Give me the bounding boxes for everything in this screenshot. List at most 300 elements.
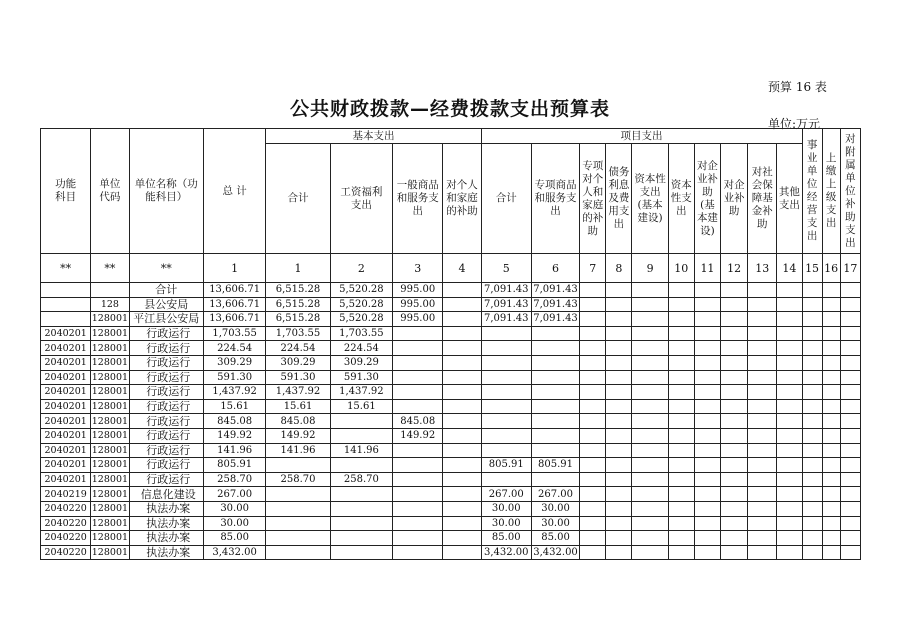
cell-unit-name: 行政运行 [129,472,203,487]
cell-amount [531,341,579,356]
cell-amount [777,458,802,473]
cell-amount: 995.00 [393,312,443,327]
cell-amount: 224.54 [266,341,330,356]
cell-unit-code: 128001 [91,357,129,369]
cell-unit-name: 执法办案 [129,501,203,516]
header-unit-code: 单位代码 [91,129,129,254]
cell-amount [840,487,860,502]
cell-amount [694,355,720,370]
cell-amount [668,312,694,327]
cell-func-code: 2040201 [41,428,91,443]
cell-amount [266,458,330,473]
cell-amount [822,472,840,487]
header-project-social-security: 对社会保障基金补助 [748,144,777,254]
cell-amount [580,516,606,531]
cell-amount [330,501,392,516]
cell-amount [606,312,632,327]
cell-amount [802,399,822,414]
cell-amount: 141.96 [266,443,330,458]
unit-label: 单位:万元 [768,117,821,131]
cell-func-code: 2040220 [41,531,91,546]
cell-amount [330,545,392,560]
cell-amount [330,487,392,502]
cell-amount [580,428,606,443]
cell-amount [443,458,481,473]
cell-amount [748,341,777,356]
cell-amount [606,355,632,370]
cell-amount [443,487,481,502]
cell-amount [393,399,443,414]
header-basic-personal: 对个人和家庭的补助 [443,144,481,254]
cell-func-code [41,312,91,327]
cell-amount [694,472,720,487]
cell-amount [580,312,606,327]
cell-amount [632,341,668,356]
cell-amount [721,428,748,443]
cell-amount [606,326,632,341]
cell-amount [694,341,720,356]
cell-amount: 141.96 [330,443,392,458]
cell-amount [822,428,840,443]
cell-amount [777,531,802,546]
column-number: 1 [266,254,330,283]
table-row [41,355,861,370]
cell-amount [606,501,632,516]
cell-unit-code: 128001 [91,342,129,354]
cell-func-code: 2040201 [41,341,91,356]
cell-amount: 224.54 [203,341,265,356]
cell-amount [840,297,860,312]
cell-amount [777,283,802,298]
cell-amount [748,458,777,473]
cell-amount [668,326,694,341]
cell-amount: 845.08 [393,414,443,429]
cell-amount: 845.08 [203,414,265,429]
cell-amount [840,385,860,400]
cell-amount [802,355,822,370]
cell-amount: 7,091.43 [533,298,578,310]
cell-amount [802,385,822,400]
cell-amount [721,370,748,385]
header-basic-total: 合计 [266,144,330,254]
cell-amount [777,355,802,370]
cell-amount: 1,703.55 [330,326,392,341]
header-project-enterprise-construction: 对企业补助(基本建设) [694,144,720,254]
cell-amount [840,414,860,429]
cell-amount [580,458,606,473]
cell-amount [694,487,720,502]
cell-amount [266,531,330,546]
cell-amount: 805.91 [203,458,265,473]
cell-amount [443,370,481,385]
cell-amount [721,341,748,356]
budget-rows [41,283,861,560]
cell-amount: 7,091.43 [481,312,531,327]
cell-amount [393,326,443,341]
cell-amount: 267.00 [481,487,531,502]
cell-amount [694,501,720,516]
cell-amount [330,516,392,531]
table-row [41,516,861,531]
cell-amount [802,428,822,443]
cell-amount [822,355,840,370]
cell-amount: 1,703.55 [266,326,330,341]
table-row [41,501,861,516]
cell-amount: 591.30 [266,370,330,385]
cell-unit-code: 128001 [91,503,129,515]
cell-amount [606,414,632,429]
cell-amount: 13,606.71 [203,312,265,327]
cell-amount [580,443,606,458]
column-number: 15 [802,254,822,283]
cell-amount: 258.70 [330,472,392,487]
column-number: ** [91,254,129,283]
cell-amount: 85.00 [531,531,579,546]
cell-amount [481,370,531,385]
cell-unit-code: 128001 [91,459,129,471]
cell-unit-code: 128001 [91,430,129,442]
cell-amount [748,428,777,443]
cell-amount: 267.00 [203,487,265,502]
cell-amount [777,472,802,487]
table-row [41,283,861,298]
cell-amount [393,531,443,546]
cell-amount: 7,091.43 [481,297,531,312]
cell-amount: 3,432.00 [203,545,265,560]
cell-amount [748,399,777,414]
cell-unit-code: 128001 [91,386,129,398]
table-row [41,312,861,327]
cell-amount [531,326,579,341]
cell-amount [580,472,606,487]
column-number: 6 [531,254,579,283]
cell-amount [580,326,606,341]
cell-amount [606,428,632,443]
cell-amount [531,443,579,458]
cell-amount [721,487,748,502]
cell-amount [748,370,777,385]
cell-amount [822,399,840,414]
cell-amount [721,472,748,487]
cell-amount: 13,606.71 [203,283,265,298]
cell-amount: 805.91 [531,458,579,473]
cell-amount: 309.29 [330,355,392,370]
table-row [41,472,861,487]
cell-amount [748,355,777,370]
cell-amount [748,312,777,327]
cell-amount [840,428,860,443]
cell-amount [748,531,777,546]
cell-amount: 309.29 [203,355,265,370]
cell-amount: 7,091.43 [481,283,531,298]
cell-unit-code: 128001 [91,401,129,413]
column-number-row [41,254,861,283]
cell-func-code [41,297,91,312]
cell-amount [443,545,481,560]
cell-unit-name: 行政运行 [129,458,203,473]
cell-amount: 224.54 [330,341,392,356]
cell-amount [443,516,481,531]
cell-func-code: 2040201 [41,370,91,385]
cell-amount [668,487,694,502]
cell-amount: 5,520.28 [330,297,392,312]
cell-amount [606,283,632,298]
column-number: 14 [777,254,802,283]
cell-amount: 30.00 [203,516,265,531]
cell-amount [822,312,840,327]
cell-amount [393,370,443,385]
cell-amount [802,297,822,312]
cell-amount [393,355,443,370]
cell-func-code [41,283,91,298]
cell-amount: 6,515.28 [266,297,330,312]
cell-amount [802,414,822,429]
cell-amount [840,458,860,473]
cell-amount [443,443,481,458]
cell-amount [748,545,777,560]
cell-amount: 30.00 [531,516,579,531]
cell-unit-name: 行政运行 [129,370,203,385]
cell-amount [632,458,668,473]
cell-func-code: 2040201 [41,326,91,341]
cell-amount [822,283,840,298]
cell-amount [632,428,668,443]
cell-amount [481,355,531,370]
cell-amount [840,312,860,327]
cell-amount [668,283,694,298]
cell-amount [443,283,481,298]
cell-amount [580,385,606,400]
cell-amount [632,283,668,298]
cell-func-code: 2040201 [41,414,91,429]
cell-amount: 1,703.55 [203,326,265,341]
cell-amount [721,531,748,546]
cell-amount: 5,520.28 [330,283,392,298]
cell-unit-code: 128001 [91,517,129,529]
cell-amount [632,545,668,560]
cell-amount [840,545,860,560]
cell-amount [694,516,720,531]
cell-amount [443,531,481,546]
cell-unit-name: 行政运行 [129,341,203,356]
cell-amount [748,283,777,298]
cell-amount [632,385,668,400]
cell-func-code: 2040201 [41,458,91,473]
cell-unit-code: 128001 [91,532,129,544]
cell-amount: 5,520.28 [330,312,392,327]
column-number: 8 [606,254,632,283]
cell-amount [481,414,531,429]
cell-amount [802,312,822,327]
cell-amount [481,472,531,487]
cell-amount: 258.70 [203,472,265,487]
header-project-enterprise: 对企业补助 [721,144,748,254]
cell-amount [580,283,606,298]
cell-amount [393,545,443,560]
cell-amount [330,458,392,473]
cell-amount [481,443,531,458]
cell-amount [266,501,330,516]
cell-amount [393,385,443,400]
cell-amount [606,385,632,400]
cell-amount [443,472,481,487]
header-project-debt: 债务利息及费用支出 [606,144,632,254]
cell-amount [840,326,860,341]
cell-amount [721,516,748,531]
cell-amount [632,370,668,385]
cell-amount [632,487,668,502]
header-project-capital: 资本性支出 [668,144,694,254]
cell-amount [721,297,748,312]
cell-amount [802,472,822,487]
cell-unit-name: 县公安局 [129,297,203,312]
header-func-code: 功能科目 [41,129,91,254]
cell-amount [840,399,860,414]
cell-amount [721,283,748,298]
cell-amount: 1,437.92 [330,385,392,400]
cell-amount [748,443,777,458]
column-number: 16 [822,254,840,283]
table-row [41,326,861,341]
cell-amount [580,414,606,429]
cell-unit-name: 行政运行 [129,385,203,400]
cell-amount: 3,432.00 [481,545,531,560]
cell-amount [668,458,694,473]
cell-func-code: 2040219 [41,487,91,502]
cell-amount [694,326,720,341]
cell-amount: 995.00 [393,297,443,312]
cell-amount [606,531,632,546]
cell-amount [802,458,822,473]
column-number: 5 [481,254,531,283]
cell-func-code: 2040220 [41,545,91,560]
cell-amount: 7,091.43 [533,313,578,325]
cell-amount [840,472,860,487]
cell-amount [748,487,777,502]
cell-amount [668,472,694,487]
cell-amount [606,443,632,458]
cell-amount [694,443,720,458]
cell-amount [393,472,443,487]
cell-amount [777,545,802,560]
cell-unit-code: 128001 [91,488,129,500]
cell-amount [393,341,443,356]
cell-amount [443,326,481,341]
cell-amount: 15.61 [330,399,392,414]
cell-amount [481,341,531,356]
cell-amount [748,472,777,487]
cell-amount [822,414,840,429]
cell-amount [531,385,579,400]
cell-amount: 149.92 [393,428,443,443]
cell-amount [531,472,579,487]
cell-amount [840,516,860,531]
column-number: 9 [632,254,668,283]
cell-amount [668,355,694,370]
cell-amount [777,312,802,327]
column-number: ** [129,254,203,283]
cell-amount [266,545,330,560]
cell-amount [266,516,330,531]
cell-amount: 1,437.92 [266,385,330,400]
cell-amount [721,545,748,560]
cell-amount [606,297,632,312]
cell-amount: 85.00 [481,531,531,546]
cell-amount [531,399,579,414]
table-row [41,399,861,414]
cell-amount [531,428,579,443]
cell-amount [606,341,632,356]
header-project-personal: 专项对个人和家庭的补助 [580,144,606,254]
header-project-capital-construction: 资本性支出(基本建设) [632,144,668,254]
cell-amount [481,428,531,443]
cell-unit-name: 合计 [129,283,203,298]
cell-amount [606,516,632,531]
cell-amount [777,487,802,502]
cell-amount [822,385,840,400]
cell-amount [721,443,748,458]
cell-amount [580,487,606,502]
cell-amount: 13,606.71 [203,297,265,312]
cell-amount: 805.91 [481,458,531,473]
cell-amount: 15.61 [203,399,265,414]
cell-amount: 995.00 [393,283,443,298]
cell-amount [531,414,579,429]
header-project-total: 合计 [481,144,531,254]
cell-amount [668,370,694,385]
cell-amount [802,516,822,531]
cell-amount [694,458,720,473]
cell-unit-name: 执法办案 [129,531,203,546]
cell-unit-code: 128001 [91,328,129,340]
cell-amount [330,428,392,443]
cell-amount: 258.70 [266,472,330,487]
cell-amount [668,531,694,546]
cell-amount: 309.29 [266,355,330,370]
cell-amount [443,341,481,356]
cell-amount [632,355,668,370]
cell-unit-name: 执法办案 [129,545,203,560]
cell-amount [694,283,720,298]
cell-amount [393,487,443,502]
cell-amount [330,414,392,429]
header-basic-wage: 工资福利支出 [330,144,392,254]
cell-amount [822,501,840,516]
cell-amount [777,399,802,414]
column-number: 12 [721,254,748,283]
cell-amount [668,414,694,429]
cell-amount [481,399,531,414]
cell-unit-code: 128001 [91,546,129,558]
cell-unit-code: 128001 [91,313,129,325]
cell-amount [668,297,694,312]
cell-amount [748,385,777,400]
cell-amount [580,370,606,385]
form-number: 预算 16 表 [768,80,827,94]
cell-amount [694,531,720,546]
cell-amount [632,297,668,312]
cell-amount [840,341,860,356]
cell-amount [777,297,802,312]
cell-amount [822,326,840,341]
cell-amount: 15.61 [266,399,330,414]
column-number: 2 [330,254,392,283]
cell-amount [443,312,481,327]
cell-amount: 1,437.92 [203,385,265,400]
header-project-group: 项目支出 [481,129,802,144]
cell-amount [443,355,481,370]
cell-func-code: 2040201 [41,355,91,370]
